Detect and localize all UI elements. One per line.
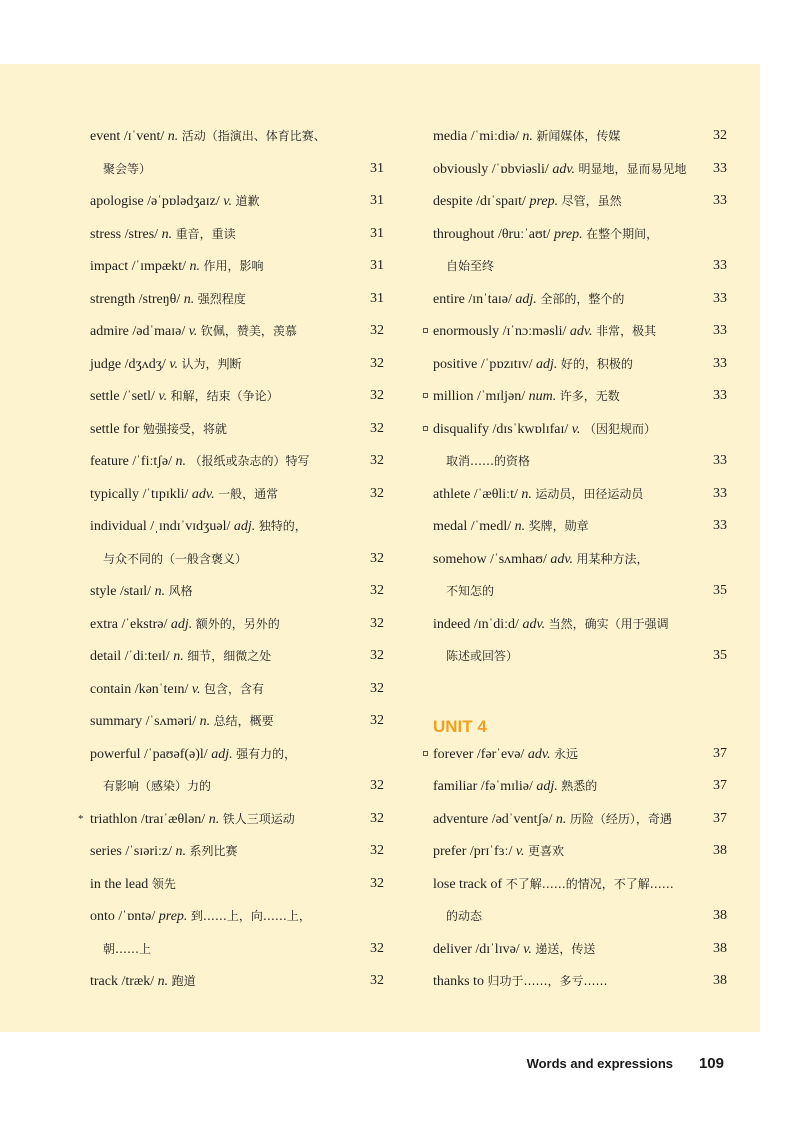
entry-definition: 强烈程度: [197, 291, 246, 306]
glossary-entry: [78, 803, 384, 836]
entry-headword: deliver /dɪˈlɪvə/: [433, 941, 520, 957]
entry-page-number: 32: [713, 128, 727, 143]
entry-part-of-speech: prep.: [553, 226, 583, 242]
entry-headword: adventure /ədˈventʃə/: [433, 811, 553, 827]
entry-page-number: 31: [370, 225, 384, 241]
entry-page-number: 33: [713, 290, 727, 306]
glossary-entry: [90, 380, 384, 413]
entry-headword: admire /ədˈmaɪə/: [90, 324, 186, 339]
entry-definition: 聚会等）: [103, 161, 152, 176]
entry-headword: strength /streŋθ/: [90, 291, 181, 307]
glossary-entry: [90, 478, 384, 511]
entry-headword: event /ɪˈvent/: [90, 129, 165, 144]
entry-part-of-speech: n.: [183, 291, 195, 307]
entry-definition: 归功于……，多亏……: [487, 974, 608, 988]
entry-part-of-speech: v.: [223, 194, 232, 209]
entry-page-number: 32: [370, 485, 384, 501]
entry-part-of-speech: n.: [199, 714, 211, 729]
entry-definition: 道歉: [235, 194, 260, 208]
entry-part-of-speech: v.: [158, 389, 168, 404]
entry-part-of-speech: n.: [161, 226, 173, 242]
entry-page-number: 33: [713, 453, 727, 468]
unit-heading: UNIT 4: [433, 717, 487, 736]
entry-part-of-speech: adj.: [535, 356, 558, 372]
entry-headword: summary /ˈsʌməri/: [90, 714, 197, 729]
asterisk-marker-icon: *: [78, 812, 84, 825]
entry-part-of-speech: n.: [175, 454, 187, 469]
entry-definition: 好的，积极的: [560, 356, 633, 371]
entry-page-number: 32: [370, 778, 384, 793]
entry-page-number: 37: [713, 745, 727, 761]
entry-headword: familiar /fəˈmɪliə/: [433, 779, 533, 794]
entry-part-of-speech: adv.: [191, 486, 215, 502]
glossary-entry: [433, 478, 727, 511]
entry-page-number: 32: [370, 875, 384, 891]
entry-headword: detail /ˈdiːteɪl/: [90, 649, 170, 664]
glossary-entry: [90, 413, 384, 446]
square-marker-icon: [423, 751, 428, 756]
entry-headword: contain /kənˈteɪn/: [90, 681, 189, 697]
entry-headword: apologise /əˈpɒlədʒaɪz/: [90, 194, 220, 209]
glossary-entry-continuation: [433, 250, 727, 283]
entry-page-number: 38: [713, 843, 727, 858]
entry-definition: 自始至终: [446, 259, 495, 273]
entry-definition: 跑道: [171, 974, 196, 988]
square-marker-icon: [423, 393, 428, 398]
entry-definition: 风格: [168, 584, 193, 598]
entry-definition: 在整个期间，: [586, 226, 659, 241]
glossary-entry: [433, 835, 727, 868]
glossary-entry: [433, 315, 727, 348]
entry-part-of-speech: adj.: [233, 519, 256, 534]
entry-page-number: 32: [370, 550, 384, 566]
entry-part-of-speech: adv.: [552, 161, 576, 177]
glossary-entry: [433, 185, 727, 218]
entry-headword: despite /dɪˈspaɪt/: [433, 194, 526, 209]
entry-definition: 许多，无数: [559, 389, 620, 403]
glossary-entry: [433, 933, 727, 966]
glossary-entry: [90, 965, 384, 998]
entry-headword: throughout /θruːˈaʊt/: [433, 226, 551, 242]
entry-definition: 明显地，显而易见地: [578, 161, 687, 176]
glossary-entry-continuation: [90, 543, 384, 576]
entry-definition: 总结，概要: [213, 714, 274, 728]
entry-headword: in the lead: [90, 876, 149, 892]
entry-page-number: 32: [370, 388, 384, 403]
glossary-entry: [90, 120, 384, 153]
entry-headword: athlete /ˈæθliːt/: [433, 486, 518, 502]
entry-page-number: 38: [713, 973, 727, 988]
glossary-entry: [433, 283, 727, 316]
entry-definition: 铁人三项运动: [222, 811, 295, 826]
entry-part-of-speech: adj.: [515, 291, 537, 307]
glossary-entry-continuation: [433, 640, 727, 673]
entry-definition: 细节，细微之处: [187, 649, 272, 663]
entry-headword: enormously /ɪˈnɔːməsli/: [433, 324, 567, 339]
entry-headword: forever /fərˈevə/: [433, 746, 525, 762]
square-marker-icon: [423, 328, 428, 333]
entry-definition: 一般，通常: [218, 486, 279, 501]
glossary-entry: [90, 315, 384, 348]
glossary-entry: [433, 348, 727, 381]
entry-part-of-speech: n.: [521, 486, 532, 502]
entry-definition: 额外的，另外的: [195, 616, 280, 631]
entry-page-number: 31: [370, 258, 384, 273]
entry-page-number: 38: [713, 940, 727, 956]
glossary-entry: [90, 575, 384, 608]
entry-page-number: 33: [713, 323, 727, 338]
entry-headword: onto /ˈɒntə/: [90, 909, 156, 924]
entry-definition: 用某种方法，: [576, 551, 649, 566]
entry-page-number: 32: [370, 355, 384, 371]
entry-definition: 奖牌，勋章: [528, 519, 589, 533]
glossary-entry: [90, 250, 384, 283]
glossary-entry: [90, 900, 384, 933]
entry-definition: 全部的，整个的: [540, 291, 625, 306]
entry-definition: 和解，结束（争论）: [170, 389, 279, 403]
entry-definition: 与众不同的（一般含褒义）: [103, 551, 248, 566]
entry-definition: 领先: [151, 876, 176, 891]
spacer: [433, 673, 727, 706]
glossary-entry: [433, 770, 727, 803]
entry-part-of-speech: v.: [169, 356, 178, 372]
entry-part-of-speech: adj.: [170, 616, 193, 632]
entry-definition: 永远: [554, 746, 579, 761]
entry-definition: 取消……的资格: [446, 454, 531, 468]
entry-page-number: 33: [713, 160, 727, 176]
entry-headword: stress /stres/: [90, 226, 159, 242]
glossary-entry-continuation: [90, 933, 384, 966]
entry-part-of-speech: n.: [167, 129, 179, 144]
entry-part-of-speech: n.: [522, 129, 533, 144]
entry-page-number: 37: [713, 810, 727, 826]
entry-headword: media /ˈmiːdiə/: [433, 129, 519, 144]
entry-page-number: 31: [370, 160, 384, 176]
entry-page-number: 38: [713, 908, 727, 923]
glossary-entry: [90, 348, 384, 381]
entry-part-of-speech: n.: [157, 974, 169, 989]
entry-definition: 熟悉的: [561, 779, 598, 793]
glossary-entry: [90, 283, 384, 316]
entry-part-of-speech: adv.: [569, 324, 593, 339]
entry-definition: 更喜欢: [528, 844, 565, 858]
entry-headword: extra /ˈekstrə/: [90, 616, 168, 632]
entry-part-of-speech: v.: [571, 421, 581, 437]
entry-part-of-speech: adv.: [550, 551, 574, 567]
entry-page-number: 32: [370, 973, 384, 988]
glossary-entry: [90, 705, 384, 738]
entry-part-of-speech: prep.: [529, 194, 559, 209]
glossary-entry: [433, 543, 727, 576]
entry-definition: 陈述或回答）: [446, 649, 519, 663]
entry-definition: 活动（指演出、体育比赛、: [181, 129, 326, 143]
entry-headword: style /staɪl/: [90, 584, 152, 599]
entry-page-number: 33: [713, 518, 727, 533]
entry-part-of-speech: v.: [523, 941, 532, 957]
entry-part-of-speech: num.: [528, 389, 557, 404]
glossary-entry: [90, 218, 384, 251]
entry-definition: 尽管，虽然: [561, 194, 622, 208]
entry-page-number: 33: [713, 258, 727, 273]
glossary-entry: [433, 965, 727, 998]
glossary-entry: [90, 868, 384, 901]
entry-definition: 非常，极其: [596, 324, 657, 338]
entry-definition: 强有力的，: [236, 746, 297, 761]
entry-headword: powerful /ˈpaʊəf(ə)l/: [90, 746, 208, 762]
entry-definition: 认为，判断: [181, 356, 242, 371]
glossary-entry: [90, 510, 384, 543]
entry-headword: positive /ˈpɒzɪtɪv/: [433, 356, 533, 372]
entry-definition: 朝……上: [103, 941, 152, 956]
glossary-entry-continuation: [90, 770, 384, 803]
entry-page-number: 33: [713, 193, 727, 208]
entry-page-number: 33: [713, 485, 727, 501]
glossary-entry: [90, 608, 384, 641]
entry-part-of-speech: v.: [515, 844, 525, 859]
glossary-entry-continuation: [433, 900, 727, 933]
glossary-column-right: [433, 120, 727, 998]
entry-definition: 历险（经历），奇遇: [569, 811, 672, 826]
entry-page-number: 37: [713, 778, 727, 793]
glossary-entry: [433, 413, 727, 446]
entry-part-of-speech: n.: [555, 811, 567, 827]
entry-part-of-speech: n.: [208, 811, 220, 827]
entry-part-of-speech: n.: [175, 844, 187, 859]
glossary-column-left: [78, 120, 384, 998]
entry-part-of-speech: v.: [188, 324, 198, 339]
entry-headword: somehow /ˈsʌmhaʊ/: [433, 551, 547, 567]
entry-page-number: 32: [370, 420, 384, 436]
entry-definition: 独特的，: [258, 519, 307, 533]
glossary-entry: [433, 510, 727, 543]
glossary-entry: [433, 120, 727, 153]
glossary-entry: [90, 640, 384, 673]
glossary-entry: [433, 738, 727, 771]
entry-page-number: 31: [370, 193, 384, 208]
entry-headword: indeed /ɪnˈdiːd/: [433, 616, 519, 632]
entry-definition: 新闻媒体，传媒: [536, 129, 621, 143]
entry-page-number: 32: [370, 583, 384, 598]
entry-definition: 包含，含有: [204, 681, 265, 696]
entry-page-number: 32: [370, 615, 384, 631]
entry-definition: （因犯规而）: [583, 421, 656, 436]
glossary-entry: [90, 445, 384, 478]
entry-page-number: 33: [713, 388, 727, 403]
glossary-entry: [433, 803, 727, 836]
entry-headword: thanks to: [433, 974, 484, 989]
entry-definition: 钦佩，赞美，羡慕: [200, 324, 297, 338]
entry-headword: series /ˈsɪəriːz/: [90, 844, 173, 859]
entry-headword: lose track of: [433, 876, 503, 892]
glossary-entry: [433, 608, 727, 641]
entry-page-number: 32: [370, 713, 384, 728]
entry-definition: 到……上，向……上，: [190, 909, 311, 923]
entry-definition: 作用，影响: [203, 259, 264, 273]
entry-headword: settle /ˈsetl/: [90, 389, 155, 404]
entry-definition: 递送，传送: [535, 941, 596, 956]
square-marker-icon: [423, 426, 428, 431]
entry-part-of-speech: adv.: [522, 616, 546, 632]
entry-headword: typically /ˈtɪpɪkli/: [90, 486, 189, 502]
glossary-entry-continuation: [433, 575, 727, 608]
entry-page-number: 35: [713, 648, 727, 663]
entry-headword: impact /ˈɪmpækt/: [90, 259, 187, 274]
entry-page-number: 32: [370, 453, 384, 468]
glossary-entry: [433, 153, 727, 186]
entry-headword: settle for: [90, 421, 140, 437]
entry-part-of-speech: adj.: [536, 779, 558, 794]
entry-definition: 当然，确实（用于强调: [548, 616, 669, 631]
entry-definition: 不知怎的: [446, 584, 495, 598]
glossary-entry: [90, 835, 384, 868]
entry-headword: judge /dʒʌdʒ/: [90, 356, 166, 372]
entry-part-of-speech: n.: [189, 259, 201, 274]
entry-definition: 运动员，田径运动员: [535, 486, 644, 501]
footer-section-title: Words and expressions: [526, 1056, 673, 1071]
entry-page-number: 33: [713, 355, 727, 371]
entry-part-of-speech: v.: [191, 681, 201, 697]
page-number: 109: [698, 1055, 724, 1072]
glossary-entry: [433, 218, 727, 251]
entry-page-number: 32: [370, 940, 384, 956]
entry-part-of-speech: n.: [173, 649, 184, 664]
glossary-entry: [433, 380, 727, 413]
entry-headword: disqualify /dɪsˈkwɒlɪfaɪ/: [433, 421, 569, 437]
entry-part-of-speech: adj.: [211, 746, 233, 762]
entry-headword: triathlon /traɪˈæθlən/: [90, 811, 206, 827]
entry-part-of-speech: prep.: [158, 909, 188, 924]
entry-headword: prefer /prɪˈfɜː/: [433, 844, 513, 859]
entry-part-of-speech: adv.: [527, 746, 551, 762]
entry-headword: entire /ɪnˈtaɪə/: [433, 291, 512, 307]
entry-page-number: 31: [370, 290, 384, 306]
entry-definition: 勉强接受，将就: [142, 421, 227, 436]
glossary-entry: [433, 868, 727, 901]
entry-headword: individual /ˌɪndɪˈvɪdʒuəl/: [90, 519, 231, 534]
entry-headword: feature /ˈfiːtʃə/: [90, 454, 173, 469]
glossary-entry: [90, 673, 384, 706]
entry-headword: million /ˈmɪljən/: [433, 389, 526, 404]
entry-page-number: 32: [370, 810, 384, 826]
entry-definition: 不了解……的情况，不了解……: [505, 876, 674, 891]
glossary-entry: [90, 185, 384, 218]
entry-part-of-speech: n.: [514, 519, 526, 534]
entry-definition: 的动态: [446, 909, 483, 923]
entry-page-number: 32: [370, 648, 384, 663]
entry-definition: 系列比赛: [189, 844, 238, 858]
entry-definition: 有影响（感染）力的: [103, 779, 212, 793]
entry-definition: 重音，重读: [175, 226, 236, 241]
glossary-entry: [90, 738, 384, 771]
glossary-entry-continuation: [433, 445, 727, 478]
entry-page-number: 35: [713, 583, 727, 598]
entry-page-number: 32: [370, 323, 384, 338]
entry-headword: medal /ˈmedl/: [433, 519, 512, 534]
entry-page-number: 32: [370, 680, 384, 696]
glossary-entry-continuation: [90, 153, 384, 186]
entry-headword: track /træk/: [90, 974, 155, 989]
entry-definition: （报纸或杂志的）特写: [189, 454, 310, 468]
entry-part-of-speech: n.: [154, 584, 166, 599]
entry-headword: obviously /ˈɒbviəsli/: [433, 161, 549, 177]
entry-page-number: 32: [370, 843, 384, 858]
